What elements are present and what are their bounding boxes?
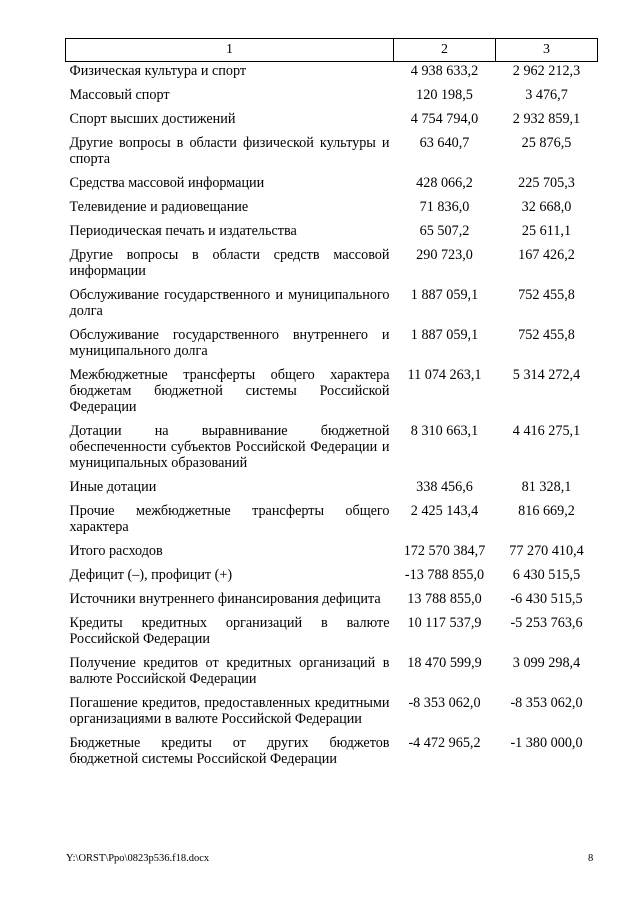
- row-label: Получение кредитов от кредитных организаций в валюте Российской Федерации: [69, 655, 390, 687]
- row-value-col-3: 3 099 298,4: [512, 655, 581, 671]
- row-label: Периодическая печать и издательства: [69, 223, 297, 239]
- row-label: Другие вопросы в области физической культуры и спорта: [69, 135, 390, 167]
- row-value-col-3: 5 314 272,4: [512, 367, 581, 383]
- table-row: [66, 175, 598, 199]
- table-row: [66, 287, 598, 327]
- table-row: [66, 479, 598, 503]
- row-value-col-2: 18 470 599,9: [407, 655, 482, 671]
- row-label: Спорт высших достижений: [69, 111, 236, 127]
- row-value-col-2: 71 836,0: [419, 199, 470, 215]
- row-value-col-3: 225 705,3: [518, 175, 575, 191]
- row-value-col-2: 8 310 663,1: [410, 423, 479, 439]
- table-row: [66, 503, 598, 543]
- row-value-col-3: -1 380 000,0: [510, 735, 583, 751]
- table-row: [66, 135, 598, 175]
- header-col-1: 1: [66, 39, 394, 62]
- row-value-col-2: 338 456,6: [416, 479, 473, 495]
- row-label: Обслуживание государственного внутреннего и муниципального долга: [69, 327, 390, 359]
- row-label: Дефицит (–), профицит (+): [69, 567, 233, 583]
- table-row: [66, 655, 598, 695]
- budget-table: [65, 38, 598, 775]
- table-body: [66, 62, 598, 776]
- row-value-col-2: 10 117 537,9: [407, 615, 482, 631]
- row-value-col-3: -6 430 515,5: [510, 591, 583, 607]
- table-row: [66, 247, 598, 287]
- table-row: [66, 591, 598, 615]
- row-value-col-2: -8 353 062,0: [408, 695, 481, 711]
- row-value-col-2: 120 198,5: [416, 87, 473, 103]
- row-value-col-3: 752 455,8: [518, 327, 575, 343]
- row-value-col-2: 428 066,2: [416, 175, 473, 191]
- row-value-col-2: 11 074 263,1: [407, 367, 482, 383]
- row-value-col-2: 63 640,7: [419, 135, 470, 151]
- row-value-col-3: 4 416 275,1: [512, 423, 581, 439]
- row-value-col-3: 3 476,7: [525, 87, 568, 103]
- row-value-col-2: 172 570 384,7: [403, 543, 486, 559]
- table-row: [66, 87, 598, 111]
- row-label: Другие вопросы в области средств массовой информации: [69, 247, 390, 279]
- row-label: Иные дотации: [69, 479, 157, 495]
- footer-file-path: Y:\ORST\Ppo\0823p536.f18.docx: [66, 853, 210, 864]
- row-label: Телевидение и радиовещание: [69, 199, 249, 215]
- header-col-2: 2: [394, 39, 496, 62]
- row-value-col-3: 816 669,2: [518, 503, 575, 519]
- row-label: Источники внутреннего финансирования дефицита: [69, 591, 381, 607]
- table-row: [66, 423, 598, 479]
- row-value-col-2: 2 425 143,4: [410, 503, 479, 519]
- header-col-3: 3: [496, 39, 598, 62]
- row-value-col-3: 25 611,1: [521, 223, 572, 239]
- row-value-col-3: 32 668,0: [521, 199, 572, 215]
- row-label: Дотации на выравнивание бюджетной обеспеченности субъектов Российской Федерации и муниципальных образований: [69, 423, 390, 471]
- row-value-col-2: -13 788 855,0: [404, 567, 485, 583]
- footer-page-number: 8: [588, 853, 594, 864]
- row-label: Прочие межбюджетные трансферты общего характера: [69, 503, 390, 535]
- row-value-col-3: 167 426,2: [518, 247, 575, 263]
- row-value-col-2: 13 788 855,0: [407, 591, 482, 607]
- table-row: [66, 695, 598, 735]
- table-row: [66, 615, 598, 655]
- row-value-col-2: 65 507,2: [419, 223, 470, 239]
- row-label: Погашение кредитов, предоставленных кредитными организациями в валюте Российской Федерации: [69, 695, 390, 727]
- table-row: [66, 327, 598, 367]
- table-header: [66, 39, 598, 62]
- table-row: [66, 543, 598, 567]
- row-value-col-3: 2 962 212,3: [512, 63, 581, 79]
- row-label: Обслуживание государственного и муниципального долга: [69, 287, 390, 319]
- row-value-col-3: 752 455,8: [518, 287, 575, 303]
- row-value-col-3: 2 932 859,1: [512, 111, 581, 127]
- table-row: [66, 199, 598, 223]
- row-label: Кредиты кредитных организаций в валюте Российской Федерации: [69, 615, 390, 647]
- table-row: [66, 223, 598, 247]
- row-value-col-2: 1 887 059,1: [410, 287, 479, 303]
- row-value-col-3: 77 270 410,4: [509, 543, 584, 559]
- row-label: Массовый спорт: [69, 87, 170, 103]
- row-label: Средства массовой информации: [69, 175, 265, 191]
- row-value-col-2: 1 887 059,1: [410, 327, 479, 343]
- row-value-col-3: 25 876,5: [521, 135, 572, 151]
- table-row: [66, 567, 598, 591]
- row-value-col-2: -4 472 965,2: [408, 735, 481, 751]
- row-value-col-3: -8 353 062,0: [510, 695, 583, 711]
- row-value-col-2: 4 754 794,0: [410, 111, 479, 127]
- row-label: Межбюджетные трансферты общего характера бюджетам бюджетной системы Российской Федерации: [69, 367, 390, 415]
- row-label: Бюджетные кредиты от других бюджетов бюджетной системы Российской Федерации: [69, 735, 390, 767]
- row-label: Итого расходов: [69, 543, 163, 559]
- row-value-col-3: 81 328,1: [521, 479, 572, 495]
- table-row: [66, 367, 598, 423]
- row-value-col-3: -5 253 763,6: [510, 615, 583, 631]
- row-label: Физическая культура и спорт: [69, 63, 247, 79]
- row-value-col-2: 4 938 633,2: [410, 63, 479, 79]
- table-row: [66, 62, 598, 88]
- table-row: [66, 735, 598, 775]
- row-value-col-2: 290 723,0: [416, 247, 473, 263]
- row-value-col-3: 6 430 515,5: [512, 567, 581, 583]
- table-row: [66, 111, 598, 135]
